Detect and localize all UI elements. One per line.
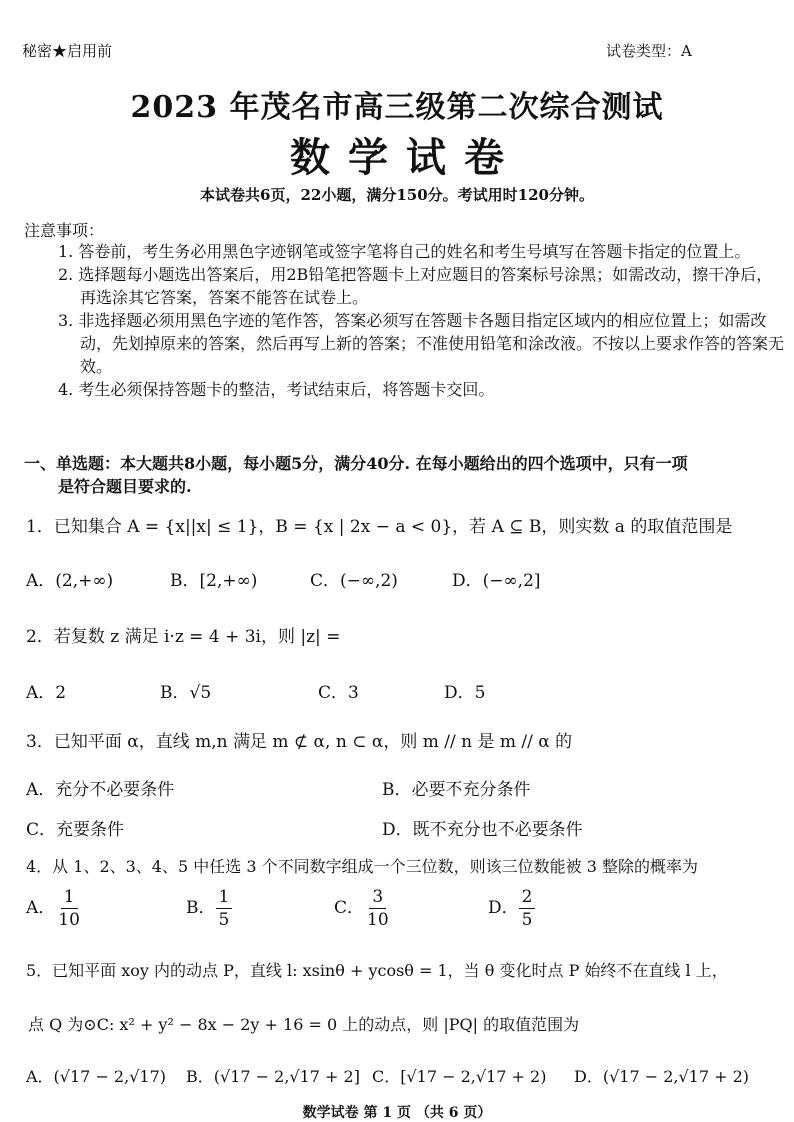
question-4-option-d — [488, 886, 535, 931]
subject-title: 数学试卷 — [290, 134, 522, 181]
question-4-option-a — [26, 886, 83, 931]
question-5-option-d: D．(√17 − 2,√17 + 2) — [574, 1067, 750, 1086]
question-2-option-c: C．3 — [318, 683, 359, 703]
notice-list — [58, 240, 784, 401]
question-1-option-b: B．[2,+∞) — [170, 571, 258, 591]
notice-item: 4. 考生必须保持答题卡的整洁，考试结束后，将答题卡交回。 — [58, 380, 495, 399]
fraction — [55, 886, 83, 931]
confidential-label: 秘密★启用前 — [22, 42, 113, 60]
paper-type-label: 试卷类型：A — [606, 42, 692, 60]
notice-item: 1. 答卷前，考生务必用黑色字迹钢笔或签字笔将自己的姓名和考生号填写在答题卡指定的位置上。 — [58, 242, 751, 261]
section-heading-line: 是符合题目要求的. — [58, 477, 192, 496]
section-heading — [24, 452, 784, 498]
fraction — [364, 886, 392, 931]
fraction-numerator: 1 — [216, 886, 233, 909]
question-4-option-b — [186, 886, 232, 931]
fraction-denominator: 10 — [58, 910, 80, 930]
fraction-numerator: 1 — [61, 886, 78, 909]
notice-item: 2. 选择题每小题选出答案后，用2B铅笔把答题卡上对应题目的答案标号涂黑；如需改动，擦干净后，再选涂其它答案，答案不能答在试卷上。 — [58, 265, 773, 307]
notice-item: 3. 非选择题必须用黑色字迹的笔作答，答案必须写在答题卡各题目指定区域内的相应位置上；如需改动，先划掉原来的答案，然后再写上新的答案；不准使用铅笔和涂改液。不按以上要求作答的答案无效。 — [58, 311, 785, 376]
question-2-stem: 2．若复数 z 满足 i·z = 4 + 3i，则 |z| = — [26, 627, 341, 647]
question-1-option-a: A．(2,+∞) — [26, 571, 114, 591]
question-5-stem-line2: 点 Q 为⊙C: x² + y² − 8x − 2y + 16 = 0 上的动点，则 |PQ| 的取值范围为 — [28, 1015, 580, 1034]
section-heading-line: 一、单选题：本大题共8小题，每小题5分，满分40分. 在每小题给出的四个选项中，只有一项 — [24, 454, 688, 473]
fraction-denominator: 10 — [367, 910, 389, 930]
option-letter: C． — [334, 898, 365, 918]
question-3-stem: 3．已知平面 α，直线 m,n 满足 m ⊄ α, n ⊂ α，则 m // n 是 m // α 的 — [26, 732, 573, 752]
question-5-option-b: B．(√17 − 2,√17 + 2] — [186, 1067, 360, 1086]
question-3-option-c: C．充要条件 — [26, 820, 125, 840]
fraction — [519, 886, 536, 931]
fraction-numerator: 2 — [519, 886, 536, 909]
fraction-numerator: 3 — [369, 886, 386, 909]
question-1-option-d: D．(−∞,2] — [452, 571, 541, 591]
fraction-denominator: 5 — [521, 910, 533, 930]
question-1-option-c: C．(−∞,2) — [310, 571, 398, 591]
question-3-option-a: A．充分不必要条件 — [26, 780, 175, 800]
notice-heading: 注意事项： — [24, 221, 105, 240]
question-1-stem: 1．已知集合 A = {x||x| ≤ 1}，B = {x | 2x − a < 0}，若 A ⊆ B，则实数 a 的取值范围是 — [26, 517, 733, 537]
question-4-option-c — [334, 886, 392, 931]
option-letter: B． — [186, 898, 216, 918]
question-2-option-b: B．√5 — [160, 683, 212, 703]
fraction — [216, 886, 233, 931]
page-footer: 数学试卷 第 1 页 （共 6 页） — [302, 1105, 492, 1121]
exam-title: 2023 年茂名市高三级第二次综合测试 — [130, 90, 664, 125]
question-3-option-d: D．既不充分也不必要条件 — [382, 820, 583, 840]
question-4-stem: 4．从 1、2、3、4、5 中任选 3 个不同数字组成一个三位数，则该三位数能被 3 整除的概率为 — [26, 857, 698, 876]
question-2-option-a: A．2 — [26, 683, 67, 703]
option-letter: A． — [26, 898, 56, 918]
question-3-option-b: B．必要不充分条件 — [382, 780, 531, 800]
question-2-option-d: D．5 — [444, 683, 486, 703]
option-letter: D． — [488, 898, 519, 918]
fraction-denominator: 5 — [218, 910, 230, 930]
question-5-option-a: A．(√17 − 2,√17) — [26, 1067, 166, 1086]
question-5-option-c: C．[√17 − 2,√17 + 2) — [372, 1067, 547, 1086]
question-5-stem-line1: 5．已知平面 xoy 内的动点 P，直线 l: xsinθ + ycosθ = 1，当 θ 变化时点 P 始终不在直线 l 上， — [26, 961, 728, 980]
exam-meta: 本试卷共6页，22小题，满分150分。考试用时120分钟。 — [200, 186, 594, 204]
